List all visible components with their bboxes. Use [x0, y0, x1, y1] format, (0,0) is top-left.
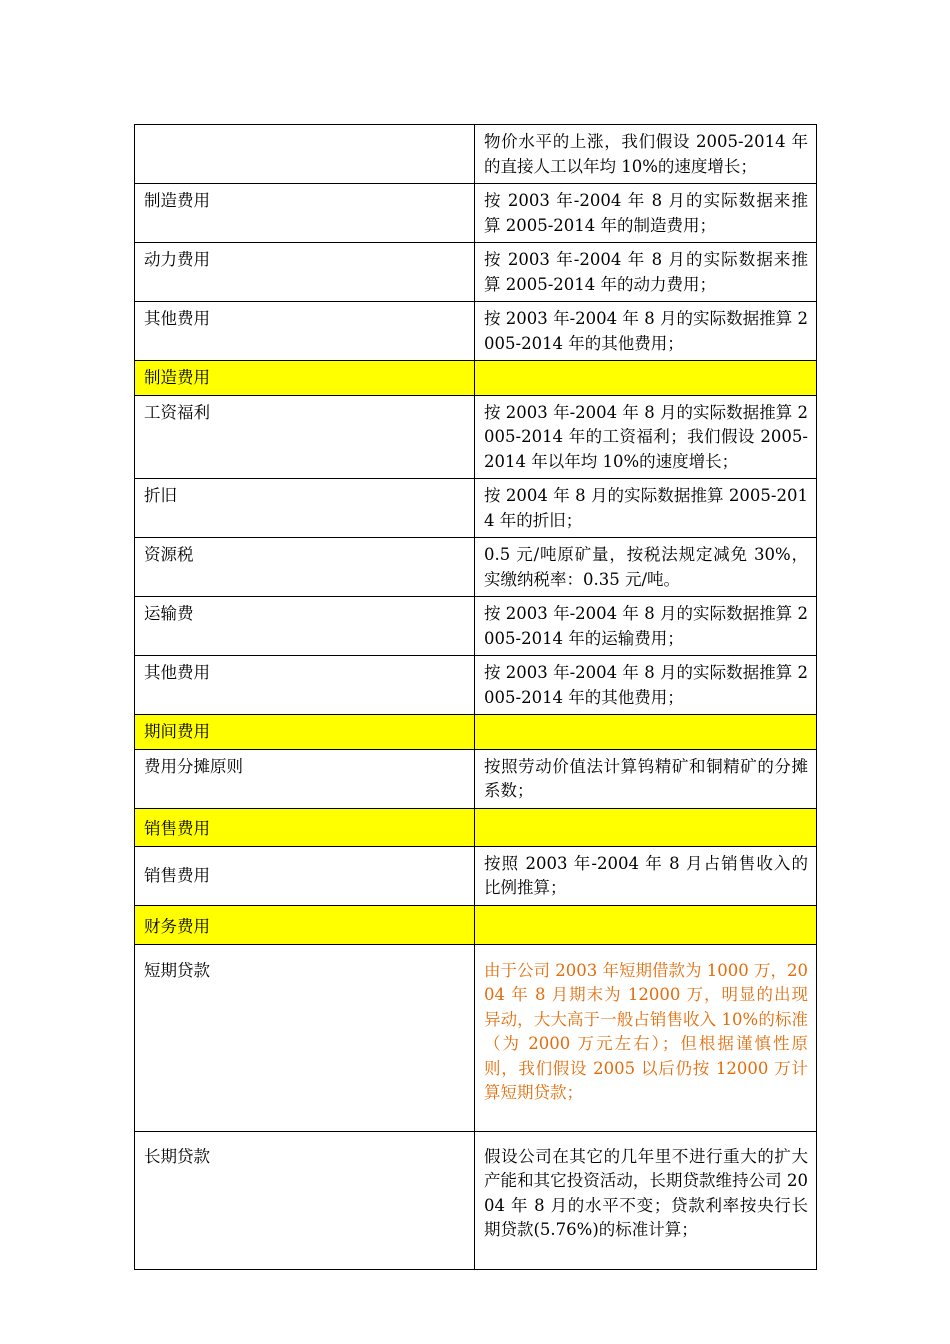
row-description: 按 2003 年-2004 年 8 月的实际数据推算 2005-2014 年的运输费用； — [475, 597, 817, 656]
section-blank-cell — [475, 715, 817, 750]
row-label: 折旧 — [135, 479, 475, 538]
row-description: 按 2003 年-2004 年 8 月的实际数据推算 2005-2014 年的工资福利；我们假设 2005-2014 年以年均 10%的速度增长； — [475, 395, 817, 479]
table-row — [135, 538, 817, 597]
row-description: 0.5 元/吨原矿量，按税法规定减免 30%，实缴纳税率：0.35 元/吨。 — [475, 538, 817, 597]
table-row — [135, 1131, 817, 1269]
table-row — [135, 479, 817, 538]
table-row — [135, 243, 817, 302]
section-title: 制造费用 — [135, 361, 475, 396]
table-row — [135, 125, 817, 184]
section-header-row — [135, 808, 817, 846]
table-row — [135, 846, 817, 905]
table-row — [135, 749, 817, 808]
row-label: 费用分摊原则 — [135, 749, 475, 808]
section-title: 财务费用 — [135, 905, 475, 944]
table-row — [135, 302, 817, 361]
row-description-highlighted: 由于公司 2003 年短期借款为 1000 万，2004 年 8 月期末为 12000 万，明显的出现异动，大大高于一般占销售收入 10%的标准（为 2000 万元左右）；但根据谨慎性原则，我们假设 2005 以后仍按 12000 万计算短期贷款； — [475, 944, 817, 1131]
section-header-row — [135, 715, 817, 750]
row-label — [135, 125, 475, 184]
row-label: 工资福利 — [135, 395, 475, 479]
row-label: 动力费用 — [135, 243, 475, 302]
row-description: 按 2003 年-2004 年 8 月的实际数据来推算 2005-2014 年的制造费用； — [475, 184, 817, 243]
row-label: 销售费用 — [135, 846, 475, 905]
table-row — [135, 944, 817, 1131]
row-label: 资源税 — [135, 538, 475, 597]
section-blank-cell — [475, 808, 817, 846]
row-label: 制造费用 — [135, 184, 475, 243]
row-label: 长期贷款 — [135, 1131, 475, 1269]
section-header-row — [135, 361, 817, 396]
row-label: 运输费 — [135, 597, 475, 656]
table-row — [135, 184, 817, 243]
row-description: 按 2003 年-2004 年 8 月的实际数据推算 2005-2014 年的其他费用； — [475, 656, 817, 715]
row-description: 按 2004 年 8 月的实际数据推算 2005-2014 年的折旧； — [475, 479, 817, 538]
row-description: 按 2003 年-2004 年 8 月的实际数据推算 2005-2014 年的其他费用； — [475, 302, 817, 361]
row-description: 物价水平的上涨，我们假设 2005-2014 年的直接人工以年均 10%的速度增长； — [475, 125, 817, 184]
row-description: 按照 2003 年-2004 年 8 月占销售收入的比例推算； — [475, 846, 817, 905]
section-title: 期间费用 — [135, 715, 475, 750]
section-title: 销售费用 — [135, 808, 475, 846]
section-header-row — [135, 905, 817, 944]
cost-assumptions-table — [134, 124, 817, 1270]
row-description: 按照劳动价值法计算钨精矿和铜精矿的分摊系数； — [475, 749, 817, 808]
table-row — [135, 656, 817, 715]
table-row — [135, 395, 817, 479]
row-label: 短期贷款 — [135, 944, 475, 1131]
row-description: 假设公司在其它的几年里不进行重大的扩大产能和其它投资活动，长期贷款维持公司 2004 年 8 月的水平不变；贷款利率按央行长期贷款(5.76%)的标准计算； — [475, 1131, 817, 1269]
table-row — [135, 597, 817, 656]
row-label: 其他费用 — [135, 656, 475, 715]
row-description: 按 2003 年-2004 年 8 月的实际数据来推算 2005-2014 年的动力费用； — [475, 243, 817, 302]
section-blank-cell — [475, 905, 817, 944]
section-blank-cell — [475, 361, 817, 396]
row-label: 其他费用 — [135, 302, 475, 361]
